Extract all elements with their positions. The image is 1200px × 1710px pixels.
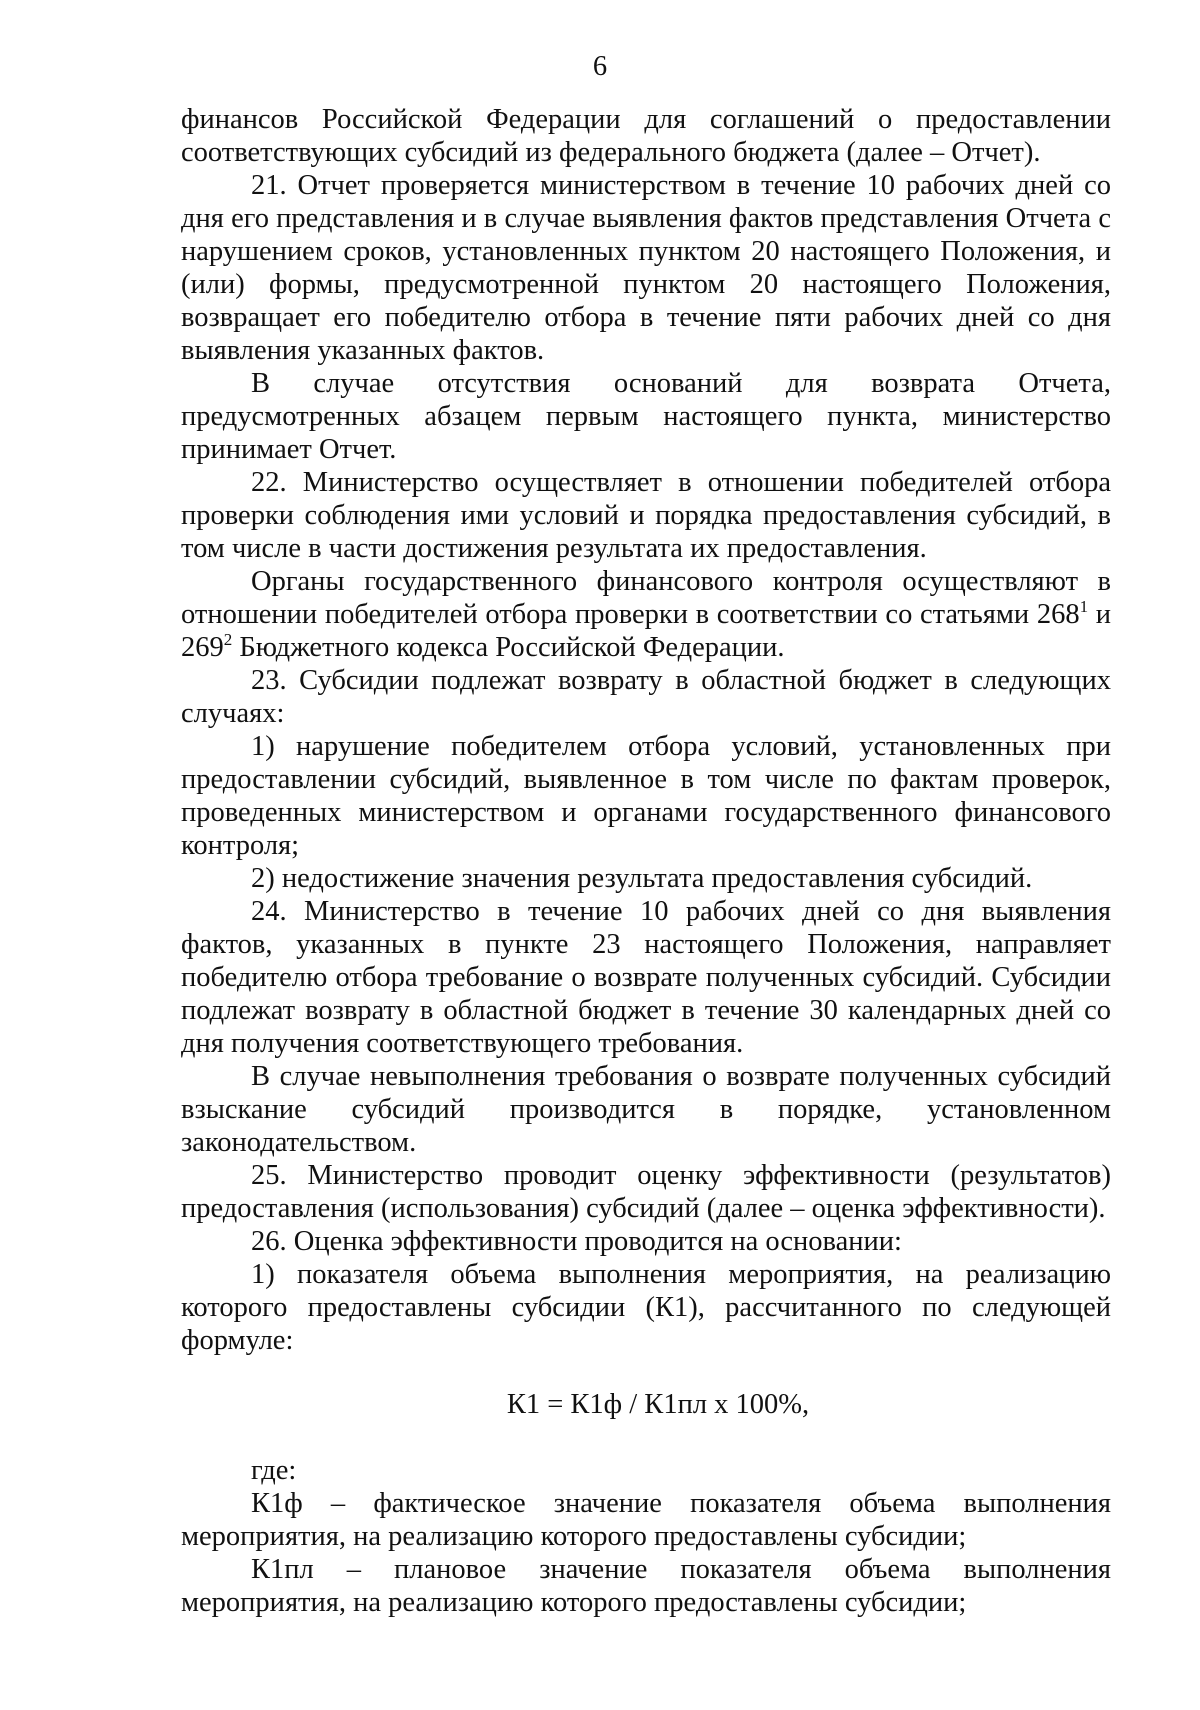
paragraph-23-item-2: 2) недостижение значения результата предоставления субсидий.	[251, 863, 1033, 894]
superscript-1: 1	[1079, 597, 1089, 616]
paragraph-continuation: финансов Российской Федерации для соглашений о предоставлении соответствующих субсидий из федерального бюджета (далее – Отчет).	[181, 104, 1111, 168]
paragraph-where: где:	[251, 1455, 297, 1486]
paragraph-22-control-text: Органы государственного финансового контроля осуществляют в отношении победителей отбора проверки в соответствии со статьями 268	[181, 566, 1111, 630]
paragraph-26: 26. Оценка эффективности проводится на основании:	[251, 1226, 902, 1257]
paragraph-22-control-end: Бюджетного кодекса Российской Федерации.	[232, 632, 785, 663]
formula-k1: К1 = К1ф / К1пл х 100%,	[506, 1389, 810, 1420]
document-body	[181, 103, 1111, 1619]
page-number: 6	[592, 51, 608, 82]
paragraph-21: 21. Отчет проверяется министерством в течение 10 рабочих дней со дня его представления и в случае выявления фактов представления Отчета с нарушением сроков, установленных пунктом 20 настоящего Положения, и (или) формы, предусмотренной пунктом 20 настоящего Положения, возвращает его победителю отбора в течение пяти рабочих дней со дня выявления указанных фактов.	[181, 170, 1111, 366]
paragraph-23-item-1: 1) нарушение победителем отбора условий, установленных при предоставлении субсидий, выявленное в том числе по фактам проверок, проведенных министерством и органами государственного финансового контроля;	[181, 731, 1111, 861]
paragraph-24: 24. Министерство в течение 10 рабочих дней со дня выявления фактов, указанных в пункте 23 настоящего Положения, направляет победителю отбора требование о возврате полученных субсидий. Субсидии подлежат возврату в областной бюджет в течение 30 календарных дней со дня получения соответствующего требования.	[181, 896, 1111, 1059]
paragraph-26-item-1: 1) показателя объема выполнения мероприятия, на реализацию которого предоставлены субсидии (К1), рассчитанного по следующей формуле:	[181, 1259, 1111, 1356]
paragraph-21-second: В случае отсутствия оснований для возврата Отчета, предусмотренных абзацем первым настоящего пункта, министерство принимает Отчет.	[181, 368, 1111, 465]
paragraph-22: 22. Министерство осуществляет в отношении победителей отбора проверки соблюдения ими условий и порядка предоставления субсидий, в том числе в части достижения результата их предоставления.	[181, 467, 1111, 564]
definition-k1f: К1ф – фактическое значение показателя объема выполнения мероприятия, на реализацию которого предоставлены субсидии;	[181, 1488, 1111, 1552]
paragraph-25: 25. Министерство проводит оценку эффективности (результатов) предоставления (использования) субсидий (далее – оценка эффективности).	[181, 1160, 1111, 1224]
definition-k1pl: К1пл – плановое значение показателя объема выполнения мероприятия, на реализацию которого предоставлены субсидии;	[181, 1554, 1111, 1618]
paragraph-23: 23. Субсидии подлежат возврату в областной бюджет в следующих случаях:	[181, 665, 1111, 729]
paragraph-22-control-and: и 269	[181, 599, 1111, 663]
superscript-2: 2	[223, 630, 233, 649]
paragraph-22-control	[181, 565, 1111, 664]
paragraph-24-second: В случае невыполнения требования о возврате полученных субсидий взыскание субсидий производится в порядке, установленном законодательством.	[181, 1061, 1111, 1158]
